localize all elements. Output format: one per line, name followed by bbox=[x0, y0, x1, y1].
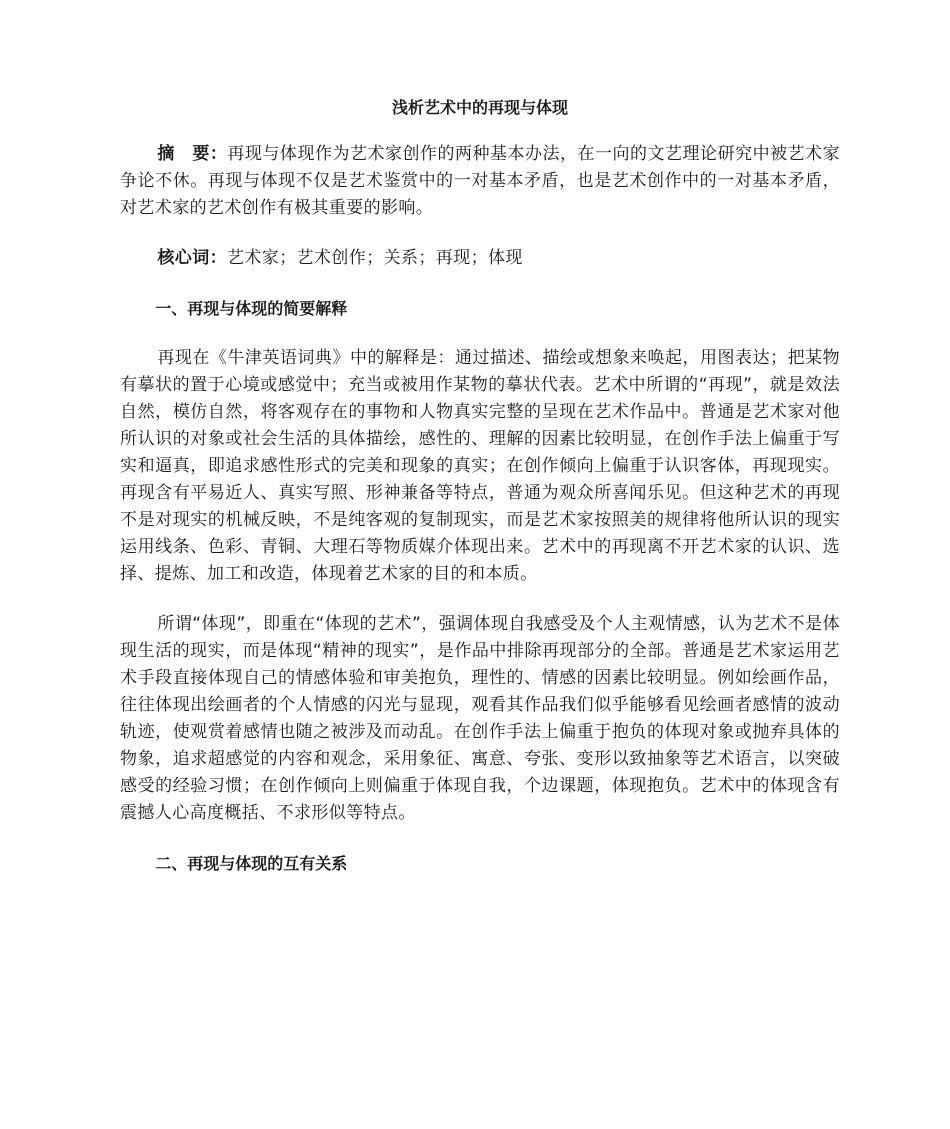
spacer bbox=[120, 322, 840, 345]
keywords-label: 核心词： bbox=[157, 248, 227, 268]
spacer bbox=[120, 222, 840, 245]
section-2-heading: 二、再现与体现的互有关系 bbox=[155, 854, 348, 873]
abstract-paragraph bbox=[120, 141, 840, 222]
document-page bbox=[120, 96, 840, 877]
abstract-label: 摘 要： bbox=[157, 144, 228, 164]
keywords-text: 艺术家；艺术创作；关系；再现；体现 bbox=[227, 248, 523, 268]
document-title: 浅析艺术中的再现与体现 bbox=[391, 98, 568, 117]
section-1-paragraph-2: 所谓“体现”，即重在“体现的艺术”，强调体现自我感受及个人主观情感，认为艺术不是体现生活的现实，而是体现“精神的现实”，是作品中排除再现部分的全部。普通是艺术家运用艺术手段直接体现自己的情感体验和审美抱负，理性的、情感的因素比较明显。例如绘画作品，往往体现出绘画者的个人情感的闪光与显现，观看其作品我们似乎能够看见绘画者感情的波动轨迹，使观赏着感情也随之被涉及而动乱。在创作手法上偏重于抱负的体现对象或抛弃具体的物象，追求超感觉的内容和观念，采用象征、寓意、夸张、变形以致抽象等艺术语言，以突破感受的经验习惯；在创作倾向上则偏重于体现自我，个边课题，体现抱负。艺术中的体现含有震撼人心高度概括、不求形似等特点。 bbox=[120, 614, 840, 823]
abstract-text: 再现与体现作为艺术家创作的两种基本办法，在一向的文艺理论研究中被艺术家争论不休。再现与体现不仅是艺术鉴赏中的一对基本矛盾，也是艺术创作中的一对基本矛盾，对艺术家的艺术创作有极其重要的影响。 bbox=[120, 144, 840, 218]
spacer bbox=[120, 827, 840, 850]
spacer bbox=[120, 588, 840, 611]
spacer bbox=[120, 272, 840, 295]
section-1-heading: 一、再现与体现的简要解释 bbox=[155, 299, 348, 318]
keywords-paragraph bbox=[120, 245, 840, 272]
section-1-paragraph-1: 再现在《牛津英语词典》中的解释是：通过描述、描绘或想象来唤起，用图表达；把某物有摹状的置于心境或感觉中；充当或被用作某物的摹状代表。艺术中所谓的“再现”，就是效法自然，模仿自然，将客观存在的事物和人物真实完整的呈现在艺术作品中。普通是艺术家对他所认识的对象或社会生活的具体描绘，感性的、理解的因素比较明显，在创作手法上偏重于写实和逼真，即追求感性形式的完美和现象的真实；在创作倾向上偏重于认识客体，再现现实。再现含有平易近人、真实写照、形神兼备等特点，普通为观众所喜闻乐见。但这种艺术的再现不是对现实的机械反映，不是纯客观的复制现实，而是艺术家按照美的规律将他所认识的现实运用线条、色彩、青铜、大理石等物质媒介体现出来。艺术中的再现离不开艺术家的认识、选择、提炼、加工和改造，体现着艺术家的目的和本质。 bbox=[120, 348, 840, 584]
